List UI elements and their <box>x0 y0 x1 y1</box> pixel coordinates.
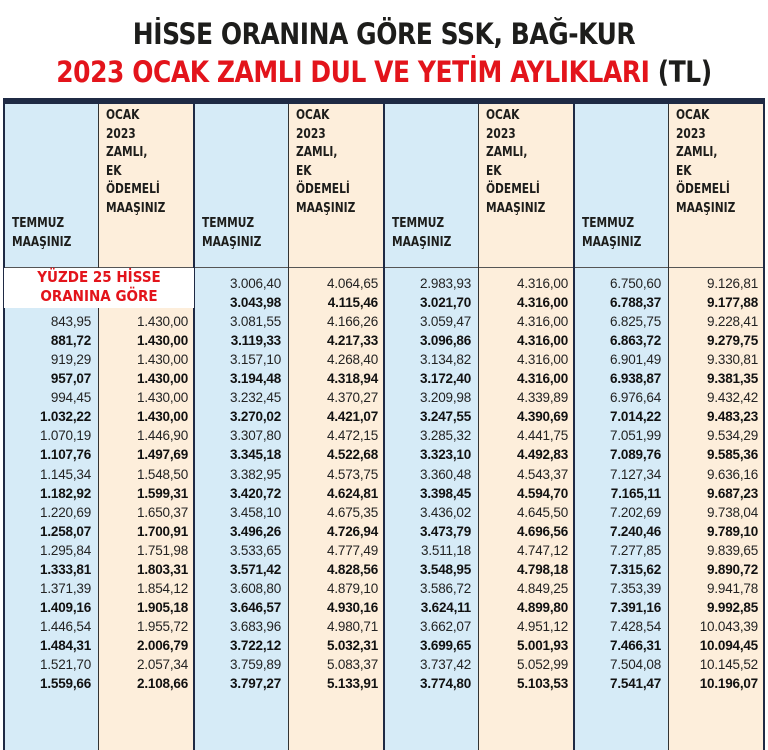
ocak-value: 4.316,00 <box>517 276 568 291</box>
column-group-2 <box>194 104 384 750</box>
ocak-value: 9.330,81 <box>707 352 758 368</box>
temmuz-value: 3.157,10 <box>230 352 281 368</box>
ocak-value: 9.789,10 <box>707 523 758 539</box>
ocak-value: 4.798,18 <box>517 561 568 577</box>
badge-line: YÜZDE 25 HİSSE <box>37 268 161 286</box>
temmuz-value: 3.006,40 <box>230 276 281 291</box>
temmuz-value: 1.333,81 <box>40 561 91 577</box>
ocak-value: 9.228,41 <box>707 314 758 330</box>
ocak-value: 5.052,99 <box>517 657 568 672</box>
temmuz-value: 3.360,48 <box>420 466 471 482</box>
ocak-value: 1.803,31 <box>137 561 188 577</box>
group-separator <box>573 104 575 750</box>
ocak-header-line: ZAMLI, <box>676 145 718 160</box>
temmuz-header-line: MAAŞINIZ <box>582 234 642 250</box>
temmuz-value: 7.089,76 <box>610 447 661 463</box>
temmuz-value: 7.240,46 <box>610 523 661 539</box>
ocak-header-line: EK <box>106 163 122 179</box>
temmuz-value: 3.722,12 <box>230 637 281 653</box>
temmuz-value: 7.466,31 <box>610 637 661 653</box>
temmuz-value: 1.032,22 <box>40 409 91 425</box>
ocak-value: 4.492,83 <box>517 447 568 463</box>
temmuz-value: 3.059,47 <box>420 314 471 330</box>
temmuz-value: 3.134,82 <box>420 352 471 368</box>
temmuz-value: 3.646,57 <box>230 599 281 615</box>
ocak-value: 1.854,12 <box>137 580 188 596</box>
ocak-value: 1.548,50 <box>137 466 188 482</box>
temmuz-value: 3.285,32 <box>420 428 471 444</box>
temmuz-value: 7.391,16 <box>610 599 661 615</box>
ocak-value: 4.316,00 <box>517 295 568 311</box>
temmuz-value: 3.662,07 <box>420 618 471 634</box>
temmuz-header-line: TEMMUZ <box>582 216 635 231</box>
temmuz-value: 6.976,64 <box>610 390 661 406</box>
ocak-header-line: MAAŞINIZ <box>486 200 546 216</box>
group-separator <box>763 104 765 750</box>
temmuz-value: 1.409,16 <box>40 599 91 615</box>
ocak-value: 4.594,70 <box>517 485 568 501</box>
ocak-value: 10.145,52 <box>699 657 758 672</box>
ocak-header-line: OCAK <box>296 108 330 123</box>
temmuz-value: 7.541,47 <box>610 676 661 692</box>
ocak-header-line: ZAMLI, <box>296 145 338 160</box>
ocak-value: 4.268,40 <box>327 352 378 368</box>
temmuz-value: 3.511,18 <box>421 542 471 558</box>
temmuz-value: 7.315,62 <box>610 561 661 577</box>
ocak-value: 2.108,66 <box>137 676 188 692</box>
temmuz-value: 1.107,76 <box>40 447 91 463</box>
ocak-value: 9.687,23 <box>707 485 758 501</box>
ocak-value: 4.370,27 <box>327 390 378 406</box>
ocak-value: 4.849,25 <box>517 580 568 596</box>
temmuz-value: 1.070,19 <box>40 428 91 444</box>
ocak-value: 9.738,04 <box>707 504 758 520</box>
temmuz-value: 3.624,11 <box>420 599 471 615</box>
ocak-value: 4.166,26 <box>327 314 378 330</box>
temmuz-value: 3.774,80 <box>420 676 471 692</box>
temmuz-value: 3.307,80 <box>230 428 281 444</box>
ocak-value: 10.094,45 <box>699 637 758 653</box>
ocak-value: 4.316,00 <box>517 352 568 368</box>
ocak-value: 10.043,39 <box>699 618 758 634</box>
temmuz-value: 1.220,69 <box>40 504 91 520</box>
title-unit: (TL) <box>649 55 712 89</box>
temmuz-value: 3.081,55 <box>230 314 281 330</box>
temmuz-value: 7.504,08 <box>610 657 661 672</box>
ocak-header-line: OCAK <box>486 108 520 123</box>
temmuz-value: 3.194,48 <box>230 371 281 387</box>
ocak-header-line: ÖDEMELİ <box>486 182 540 197</box>
temmuz-value: 7.127,34 <box>610 466 661 482</box>
ocak-value: 9.432,42 <box>707 390 758 406</box>
temmuz-header-line: TEMMUZ <box>392 216 445 231</box>
ocak-value: 4.064,65 <box>327 276 378 291</box>
ocak-header-line: ÖDEMELİ <box>296 182 350 197</box>
temmuz-value: 1.521,70 <box>40 657 91 672</box>
ocak-value: 1.446,90 <box>137 428 188 444</box>
ocak-header-line: MAAŞINIZ <box>676 200 736 216</box>
temmuz-value: 3.382,95 <box>230 466 281 482</box>
temmuz-value: 7.202,69 <box>610 504 661 520</box>
temmuz-value: 3.759,89 <box>230 657 281 672</box>
ocak-value: 5.133,91 <box>327 676 378 692</box>
ocak-value: 9.585,36 <box>707 447 758 463</box>
column-group-3 <box>384 104 574 750</box>
ocak-value: 4.115,46 <box>327 295 378 311</box>
temmuz-value: 3.699,65 <box>420 637 471 653</box>
ocak-value: 4.726,94 <box>327 523 378 539</box>
group-separator <box>193 104 195 750</box>
column-group-4 <box>574 104 764 750</box>
temmuz-header <box>202 215 261 252</box>
ocak-value: 5.083,37 <box>327 657 378 672</box>
ocak-value: 1.497,69 <box>137 447 188 463</box>
ocak-value: 10.196,07 <box>699 676 758 692</box>
temmuz-value: 3.096,86 <box>420 333 471 349</box>
ocak-value: 4.747,12 <box>517 542 568 558</box>
temmuz-value: 7.277,85 <box>610 542 661 558</box>
column-group-1 <box>4 104 194 750</box>
temmuz-value: 3.737,42 <box>420 657 471 672</box>
temmuz-header-line: MAAŞINIZ <box>202 234 262 250</box>
temmuz-value: 3.270,02 <box>230 409 281 425</box>
ocak-value: 9.992,85 <box>707 599 758 615</box>
ocak-header-line: ZAMLI, <box>486 145 528 160</box>
ocak-value: 1.430,00 <box>137 371 188 387</box>
temmuz-value: 7.353,39 <box>610 580 661 596</box>
temmuz-value: 3.571,42 <box>230 561 281 577</box>
badge-line: ORANINA GÖRE <box>40 287 158 305</box>
temmuz-value: 1.145,34 <box>40 466 91 482</box>
ocak-value: 9.381,35 <box>707 371 758 387</box>
ocak-value: 1.430,00 <box>137 409 188 425</box>
ocak-header-line: OCAK <box>106 108 140 123</box>
temmuz-value: 3.533,65 <box>230 542 281 558</box>
temmuz-value: 6.901,49 <box>610 352 661 368</box>
ocak-value: 1.650,37 <box>137 504 188 520</box>
ocak-value: 4.316,00 <box>517 333 568 349</box>
ocak-value: 4.899,80 <box>517 599 568 615</box>
ocak-value: 4.645,50 <box>517 504 568 520</box>
ocak-value: 4.828,56 <box>327 561 378 577</box>
ocak-header-line: ÖDEMELİ <box>676 182 730 197</box>
temmuz-value: 3.420,72 <box>230 485 281 501</box>
temmuz-value: 1.182,92 <box>40 485 91 501</box>
ocak-value: 9.279,75 <box>707 333 758 349</box>
ocak-value: 1.905,18 <box>137 599 188 615</box>
ocak-value: 1.430,00 <box>137 390 188 406</box>
temmuz-value: 3.436,02 <box>420 504 471 520</box>
ocak-header-line: MAAŞINIZ <box>106 200 166 216</box>
temmuz-value: 3.247,55 <box>420 409 471 425</box>
ocak-value: 9.534,29 <box>707 428 758 444</box>
ocak-value: 1.955,72 <box>137 618 188 634</box>
ocak-value: 9.636,16 <box>707 466 758 482</box>
ocak-header-line: EK <box>486 163 502 179</box>
temmuz-value: 3.608,80 <box>230 580 281 596</box>
ocak-value: 9.890,72 <box>707 561 758 577</box>
ocak-value: 4.441,75 <box>517 428 568 444</box>
temmuz-value: 881,72 <box>50 333 91 349</box>
header-divider <box>574 267 764 268</box>
ocak-value: 5.103,53 <box>517 676 568 692</box>
temmuz-value: 3.345,18 <box>230 447 281 463</box>
temmuz-value: 3.119,33 <box>230 333 281 349</box>
temmuz-value: 1.295,84 <box>40 542 91 558</box>
temmuz-value: 3.209,98 <box>420 390 471 406</box>
ocak-header-line: EK <box>296 163 312 179</box>
ocak-header-line: 2023 <box>296 126 326 142</box>
temmuz-value: 3.021,70 <box>420 295 471 311</box>
temmuz-header-line: TEMMUZ <box>12 216 65 231</box>
ocak-header-line: ZAMLI, <box>106 145 148 160</box>
temmuz-value: 2.983,93 <box>420 276 471 291</box>
group-separator <box>3 104 5 750</box>
ocak-value: 4.879,10 <box>327 580 378 596</box>
temmuz-value: 3.458,10 <box>230 504 281 520</box>
ocak-value: 4.675,35 <box>327 504 378 520</box>
header-divider <box>194 267 384 268</box>
temmuz-value: 1.484,31 <box>40 637 91 653</box>
temmuz-value: 3.496,26 <box>230 523 281 539</box>
ocak-value: 4.421,07 <box>327 409 378 425</box>
ocak-value: 9.177,88 <box>707 295 758 311</box>
temmuz-value: 3.683,96 <box>230 618 281 634</box>
temmuz-header-line: TEMMUZ <box>202 216 255 231</box>
ocak-header-line: MAAŞINIZ <box>296 200 356 216</box>
temmuz-value: 3.323,10 <box>420 447 471 463</box>
ocak-value: 1.430,00 <box>137 333 188 349</box>
ocak-value: 1.430,00 <box>137 352 188 368</box>
ocak-value: 4.472,15 <box>327 428 378 444</box>
ocak-value: 1.700,91 <box>137 523 188 539</box>
ocak-value: 4.390,69 <box>517 409 568 425</box>
temmuz-header-line: MAAŞINIZ <box>12 234 72 250</box>
ocak-value: 4.951,12 <box>517 618 568 634</box>
title-line-1: HİSSE ORANINA GÖRE SSK, BAĞ-KUR <box>132 17 636 51</box>
ocak-header <box>296 107 355 218</box>
temmuz-value: 3.232,45 <box>230 390 281 406</box>
ocak-value: 4.777,49 <box>327 542 378 558</box>
ocak-value: 5.001,93 <box>517 637 568 653</box>
temmuz-value: 994,45 <box>50 390 91 406</box>
ocak-value: 9.126,81 <box>707 276 758 291</box>
header-divider <box>384 267 574 268</box>
ocak-value: 5.032,31 <box>327 637 378 653</box>
temmuz-header-line: MAAŞINIZ <box>392 234 452 250</box>
temmuz-value: 6.750,60 <box>610 276 661 291</box>
temmuz-value: 843,95 <box>50 314 91 330</box>
ocak-header <box>106 107 165 218</box>
temmuz-value: 3.172,40 <box>420 371 471 387</box>
ocak-header-line: 2023 <box>676 126 706 142</box>
ocak-value: 1.751,98 <box>137 542 188 558</box>
temmuz-header <box>12 215 71 252</box>
ocak-value: 9.941,78 <box>707 580 758 596</box>
temmuz-value: 3.797,27 <box>230 676 281 692</box>
ocak-value: 2.006,79 <box>137 637 188 653</box>
temmuz-value: 3.586,72 <box>420 580 471 596</box>
temmuz-value: 3.548,95 <box>420 561 471 577</box>
title-red-part: 2023 OCAK ZAMLI DUL VE YETİM AYLIKLARI <box>56 55 650 89</box>
temmuz-value: 6.863,72 <box>610 333 661 349</box>
temmuz-value: 6.938,87 <box>610 371 661 387</box>
temmuz-value: 3.398,45 <box>420 485 471 501</box>
ocak-header <box>486 107 545 218</box>
ocak-header-line: EK <box>676 163 692 179</box>
temmuz-value: 1.371,39 <box>40 580 91 596</box>
ocak-value: 4.573,75 <box>327 466 378 482</box>
ocak-value: 4.316,00 <box>517 371 568 387</box>
ocak-value: 4.696,56 <box>517 523 568 539</box>
temmuz-header <box>392 215 451 252</box>
title-line-2 <box>54 53 714 91</box>
ocak-value: 4.318,94 <box>327 371 378 387</box>
temmuz-value: 6.788,37 <box>610 295 661 311</box>
ocak-value: 9.483,23 <box>707 409 758 425</box>
temmuz-value: 7.428,54 <box>610 618 661 634</box>
ocak-value: 4.930,16 <box>327 599 378 615</box>
temmuz-value: 7.165,11 <box>610 485 661 501</box>
temmuz-header <box>582 215 641 252</box>
ocak-header-line: 2023 <box>106 126 136 142</box>
temmuz-value: 3.043,98 <box>230 295 281 311</box>
ocak-value: 1.430,00 <box>137 314 188 330</box>
temmuz-value: 7.014,22 <box>610 409 661 425</box>
pension-table <box>3 98 765 750</box>
temmuz-value: 1.559,66 <box>40 676 91 692</box>
temmuz-value: 919,29 <box>50 352 91 368</box>
ocak-value: 1.599,31 <box>137 485 188 501</box>
ocak-header-line: OCAK <box>676 108 710 123</box>
ocak-value: 2.057,34 <box>137 657 188 672</box>
group-separator <box>383 104 385 750</box>
ocak-value: 4.339,89 <box>517 390 568 406</box>
ocak-value: 4.624,81 <box>327 485 378 501</box>
temmuz-value: 7.051,99 <box>610 428 661 444</box>
ocak-value: 9.839,65 <box>707 542 758 558</box>
ocak-value: 4.217,33 <box>327 333 378 349</box>
temmuz-value: 1.446,54 <box>40 618 91 634</box>
temmuz-value: 3.473,79 <box>420 523 471 539</box>
ocak-value: 4.543,37 <box>517 466 568 482</box>
temmuz-value: 1.258,07 <box>40 523 91 539</box>
temmuz-value: 6.825,75 <box>610 314 661 330</box>
ocak-header-line: ÖDEMELİ <box>106 182 160 197</box>
temmuz-value: 957,07 <box>50 371 91 387</box>
ocak-value: 4.316,00 <box>517 314 568 330</box>
ocak-value: 4.522,68 <box>327 447 378 463</box>
ocak-header-line: 2023 <box>486 126 516 142</box>
percentage-badge <box>4 268 194 308</box>
ocak-header <box>676 107 735 218</box>
ocak-value: 4.980,71 <box>327 618 378 634</box>
